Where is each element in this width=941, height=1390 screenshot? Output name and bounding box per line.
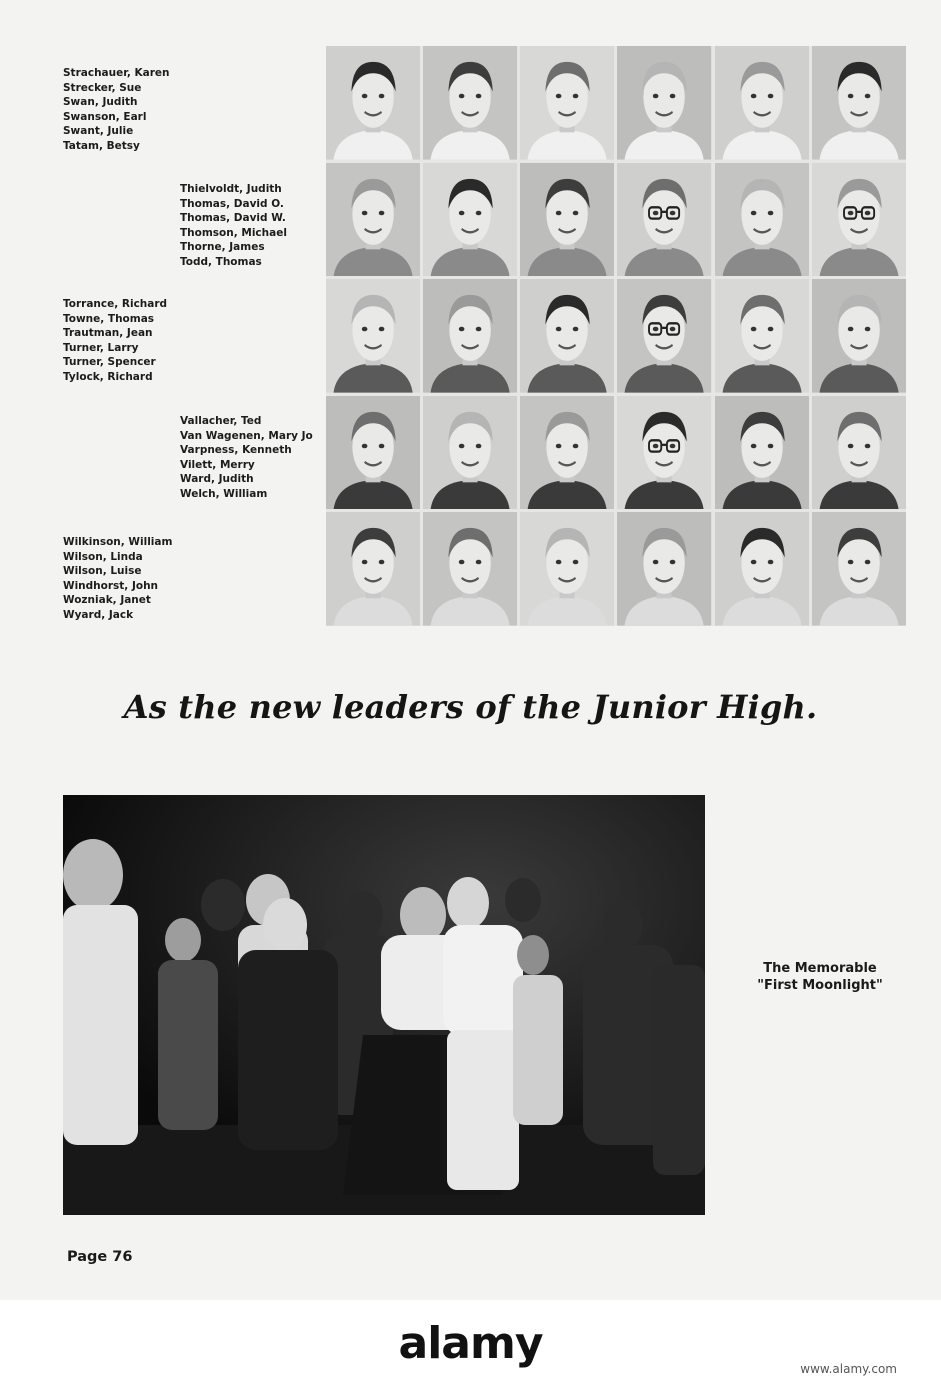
student-portrait: [715, 512, 809, 626]
student-portrait: [812, 46, 906, 160]
name-list-row-4: [180, 414, 313, 502]
student-portrait: [617, 279, 711, 393]
student-portrait: [423, 46, 517, 160]
student-name: Vilett, Merry: [180, 458, 255, 471]
page-headline: As the new leaders of the Junior High.: [123, 688, 818, 726]
name-list-row-2: [180, 182, 287, 270]
student-name: Windhorst, John: [63, 579, 159, 592]
student-name: Vallacher, Ted: [180, 415, 262, 427]
name-list-row-1: [63, 66, 170, 154]
name-list-row-5: [63, 535, 172, 623]
student-name: Thorne, James: [180, 241, 265, 254]
student-portrait: [617, 512, 711, 626]
student-portrait: [520, 396, 614, 510]
student-portrait: [617, 163, 711, 277]
dance-photo: [63, 795, 705, 1215]
student-name: Strachauer, Karen: [63, 67, 170, 79]
student-portrait: [423, 396, 517, 510]
student-portrait: [326, 46, 420, 160]
student-name: Thomas, David O.: [180, 197, 284, 210]
student-portrait: [520, 163, 614, 277]
student-portrait: [326, 396, 420, 510]
student-portrait: [812, 396, 906, 510]
name-list-row-3: [63, 297, 167, 385]
student-name: Todd, Thomas: [180, 255, 262, 268]
student-name: Swan, Judith: [63, 96, 138, 109]
student-name: Towne, Thomas: [63, 312, 155, 325]
student-name: Torrance, Richard: [63, 298, 168, 310]
watermark-url: www.alamy.com: [800, 1362, 897, 1376]
student-portrait: [326, 279, 420, 393]
watermark-logo: alamy: [398, 1318, 543, 1369]
student-portrait: [617, 396, 711, 510]
student-name: Tatam, Betsy: [63, 139, 140, 152]
page-number: Page 76: [67, 1249, 133, 1265]
student-name: Swant, Julie: [63, 125, 134, 138]
student-portrait: [812, 279, 906, 393]
student-name: Varpness, Kenneth: [180, 444, 292, 457]
student-portrait: [423, 512, 517, 626]
student-name: Thomson, Michael: [180, 226, 287, 239]
student-name: Turner, Larry: [63, 341, 139, 354]
student-portrait: [326, 163, 420, 277]
student-name: Trautman, Jean: [63, 327, 153, 340]
dance-scene: [63, 795, 705, 1215]
student-name: Wilson, Luise: [63, 565, 142, 578]
student-portrait: [520, 512, 614, 626]
student-portrait: [423, 279, 517, 393]
student-portrait: [520, 46, 614, 160]
student-portrait: [326, 512, 420, 626]
student-portrait: [617, 46, 711, 160]
student-name: Welch, William: [180, 487, 268, 500]
student-portrait: [715, 46, 809, 160]
student-portrait: [812, 512, 906, 626]
caption-line-1: The Memorable: [763, 961, 877, 976]
student-name: Wozniak, Janet: [63, 594, 151, 607]
student-portrait: [423, 163, 517, 277]
caption-line-2: "First Moonlight": [757, 978, 883, 993]
portrait-grid: [326, 46, 906, 626]
student-name: Wilkinson, William: [63, 536, 173, 548]
student-portrait: [715, 396, 809, 510]
student-portrait: [715, 163, 809, 277]
student-name: Thielvoldt, Judith: [180, 183, 282, 195]
student-portrait: [715, 279, 809, 393]
student-portrait: [520, 279, 614, 393]
student-name: Tylock, Richard: [63, 370, 153, 383]
student-portrait: [812, 163, 906, 277]
student-name: Turner, Spencer: [63, 356, 156, 369]
student-name: Wilson, Linda: [63, 550, 143, 563]
student-name: Wyard, Jack: [63, 608, 134, 621]
student-name: Strecker, Sue: [63, 81, 142, 94]
student-name: Swanson, Earl: [63, 110, 147, 123]
student-name: Thomas, David W.: [180, 212, 286, 225]
student-name: Van Wagenen, Mary Jo: [180, 429, 313, 442]
photo-caption: [745, 960, 895, 994]
student-name: Ward, Judith: [180, 473, 254, 486]
